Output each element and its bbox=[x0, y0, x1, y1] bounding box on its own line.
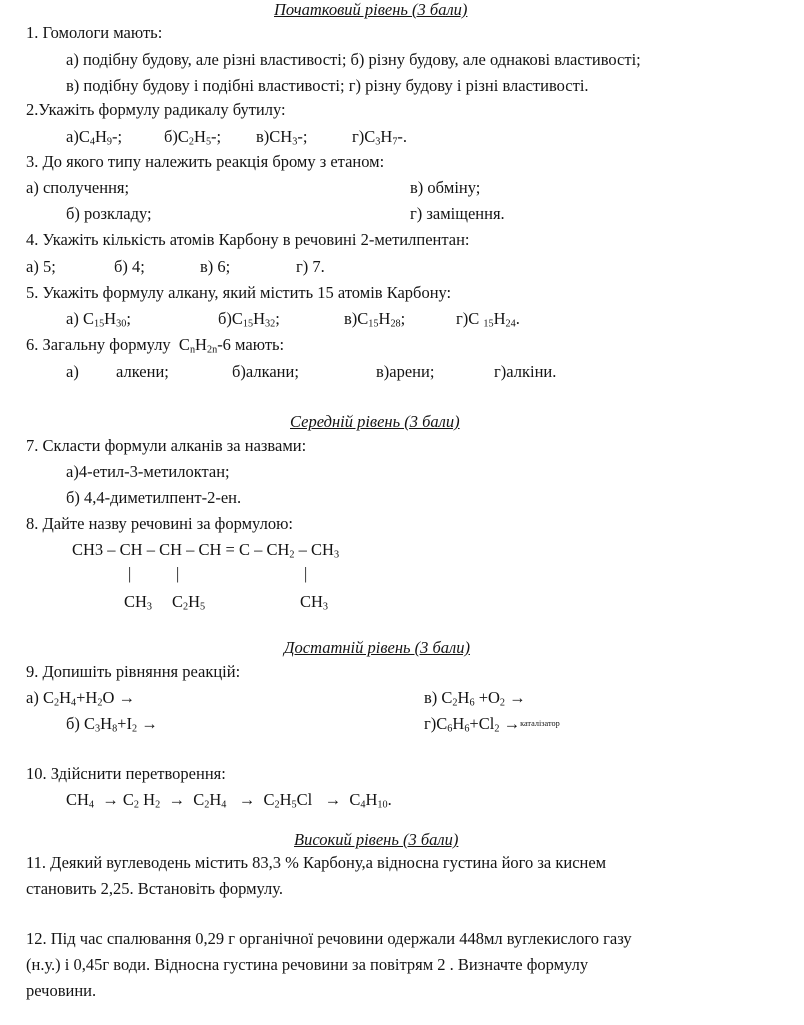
question-11-line1: 11. Деякий вуглеводень містить 83,3 % Карбону,а відносна густина його за киснем bbox=[26, 853, 607, 872]
q5-option-d: г)C $_{15}H_{24}$. bbox=[456, 309, 520, 330]
question-12-line1: 12. Під час спалювання 0,29 г органічної речовини одержали 448мл вуглекислого газу bbox=[26, 929, 632, 948]
q6-option-a: а) bbox=[66, 362, 79, 381]
q5-option-c: $в)C_{15}H_{28}$; bbox=[344, 309, 406, 330]
q8-substituent-2: $C_2H_5$ bbox=[172, 592, 206, 613]
section-heading-middle: Середній рівень (3 бали) bbox=[290, 412, 460, 431]
q1-options-line1: а) подібну будову, але різні властивості; б) різну будову, але однакові властивості; bbox=[66, 50, 641, 69]
q4-option-c: в) 6; bbox=[200, 257, 231, 276]
q6-option-c: в)арени; bbox=[376, 362, 435, 381]
q8-bond-1: | bbox=[128, 564, 132, 583]
q8-bond-3: | bbox=[304, 564, 308, 583]
q3-option-c: в) обміну; bbox=[410, 178, 481, 197]
question-12-line2: (н.у.) і 0,45г води. Відносна густина речовини за повітрям 2 . Визначте формулу bbox=[26, 955, 589, 974]
question-3: 3. До якого типу належить реакція брому з етаном: bbox=[26, 152, 385, 171]
question-7: 7. Скласти формули алканів за назвами: bbox=[26, 436, 307, 455]
q8-substituent-1: $CH_3$ bbox=[124, 592, 153, 613]
q6-option-b: б)алкани; bbox=[232, 362, 299, 381]
q7-option-b: б) 4,4-диметилпент-2-ен. bbox=[66, 488, 242, 507]
q9-reaction-d: $г)C_6H_6+Cl_2$ → каталізатор bbox=[424, 714, 560, 735]
q4-option-b: б) 4; bbox=[114, 257, 145, 276]
q2-option-d: $г)C_3H_7-$. bbox=[352, 127, 408, 148]
q4-option-a: а) 5; bbox=[26, 257, 56, 276]
question-2: 2.Укажіть формулу радикалу бутилу: bbox=[26, 100, 286, 119]
question-8: 8. Дайте назву речовині за формулою: bbox=[26, 514, 293, 533]
q3-option-a: а) сполучення; bbox=[26, 178, 130, 197]
section-heading-basic: Початковий рівень (3 бали) bbox=[274, 0, 468, 19]
question-11-line2: становить 2,25. Встановіть формулу. bbox=[26, 879, 283, 898]
q3-option-b: б) розкладу; bbox=[66, 204, 152, 223]
q3-option-d: г) заміщення. bbox=[410, 204, 505, 223]
q8-bond-2: | bbox=[176, 564, 180, 583]
q4-option-d: г) 7. bbox=[296, 257, 325, 276]
section-heading-sufficient: Достатній рівень (3 бали) bbox=[284, 638, 470, 657]
q9-reaction-c: в) $C_2H_6 +O_2$ → bbox=[424, 688, 526, 709]
q6-option-d: г)алкіни. bbox=[494, 362, 557, 381]
question-12-line3: речовини. bbox=[26, 981, 97, 1000]
q1-options-line2: в) подібну будову і подібні властивості; г) різну будову і різні властивості. bbox=[66, 76, 589, 95]
question-9: 9. Допишіть рівняння реакцій: bbox=[26, 662, 241, 681]
q9-reaction-b: б) $C_3H_8+I_2$ → bbox=[66, 714, 158, 735]
q5-option-a: а) $C_{15}H_{30}$; bbox=[66, 309, 131, 330]
worksheet-page: Початковий рівень (3 бали) 1. Гомологи мають: а) подібну будову, але різні властивості; б) різну будову, але однакові властивості; в) подібну будову і подібні властивості; г) різну будову і різні властивості. 2.Укажіть формулу радикалу бутилу: $а)C_4H_9-$; $б)C_2H_5-$; $в)CH_3-$; $г)C_3H_7-$. 3. До якого типу належить реакція брому з етаном: а) сполучення; в) обміну; б) розкладу; г) заміщення. 4. Укажіть кількість атомів Карбону в речовині 2-метилпентан: а) 5; б) 4; в) 6; г) 7. 5. Укажіть формулу алкану, який містить 15 атомів Карбону: а) $C_{15}H_{30}$; $б)C_{15}H_{32}$; $в)C_{15}H_{28}$; г)C $_{15}H_{24}$. 6. Загальну формулу $C_nH_{2n}-6$ мають: а) алкени; б)алкани; в)арени; г)алкіни. Середній рівень (3 бали) 7. Скласти формули алканів за назвами: а)4-етил-3-метилоктан; б) 4,4-диметилпент-2-ен. 8. Дайте назву речовині за формулою: CH3 – CH – CH – CH = C – $CH_2 - CH_3$ | | | $CH_3$ $C_2H_5$ $CH_3$ Достатній рівень (3 бали) 9. Допишіть рівняння реакцій: а) $C_2H_4+H_2O$ → в) $C_2H_6 +O_2$ → б) $C_3H_8+I_2$ → $г)C_6H_6+Cl_2$ → каталізатор 10. Здійснити перетворення: $CH_4 \to C_2$ $H_2 \to C_2H_4 \to C_2H_5Cl \to C_4H_{10}$. Високий рівень (3 бали) 11. Деякий вуглеводень містить 83,3 % Карбону,а відносна густина його за киснем становить 2,25. Встановіть формулу. 12. Під час спалювання 0,29 г органічної речовини одержали 448мл вуглекислого газу (н.у.) і 0,45г води. Відносна густина речовини за повітрям 2 . Визначте формулу речовини. bbox=[26, 0, 641, 1000]
catalyst-label: каталізатор bbox=[520, 719, 560, 728]
question-1: 1. Гомологи мають: bbox=[26, 23, 163, 42]
q8-substituent-3: $CH_3$ bbox=[300, 592, 329, 613]
q7-option-a: а)4-етил-3-метилоктан; bbox=[66, 462, 230, 481]
q2-option-b: $б)C_2H_5-$; bbox=[164, 127, 222, 148]
section-heading-high: Високий рівень (3 бали) bbox=[294, 830, 459, 849]
question-4: 4. Укажіть кількість атомів Карбону в речовині 2-метилпентан: bbox=[26, 230, 470, 249]
q6-option-a-value: алкени; bbox=[116, 362, 169, 381]
q2-option-c: $в)CH_3-$; bbox=[256, 127, 308, 148]
q2-option-a: $а)C_4H_9-$; bbox=[66, 127, 123, 148]
question-5: 5. Укажіть формулу алкану, який містить 15 атомів Карбону: bbox=[26, 283, 452, 302]
question-10: 10. Здійснити перетворення: bbox=[26, 764, 226, 783]
q9-reaction-a: а) $C_2H_4+H_2O$ → bbox=[26, 688, 135, 709]
q5-option-b: $б)C_{15}H_{32}$; bbox=[218, 309, 280, 330]
